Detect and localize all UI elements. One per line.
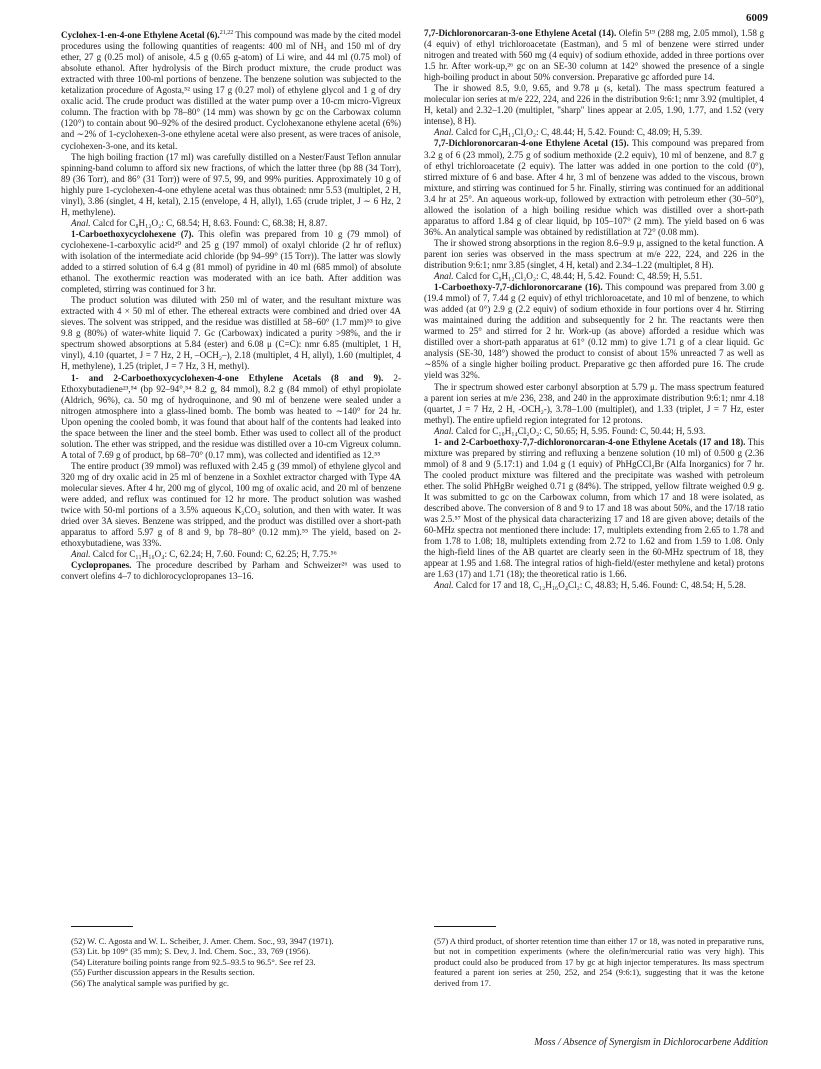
footnote: (57) A third product, of shorter retention time than either 17 or 18, was noted in preparative runs, but not in competition experiments (where the olefin/mercurial ratio was very high). This product could also be produced from 17 by gc at high injector temperatures. Its mass spectrum featured a parent ion series at 250, 252, and 254 (9:6:1), suggesting that it was the ketone derived from 17. <box>434 936 764 988</box>
footnote-rule <box>434 926 496 927</box>
paragraph <box>61 218 401 229</box>
paragraph <box>61 560 401 582</box>
paragraph <box>424 238 764 271</box>
paragraph <box>61 229 401 295</box>
paragraph <box>424 426 764 437</box>
paragraph-text: The product solution was diluted with 250 ml of water, and the resultant mixture was extracted with 4 × 50 ml of ether. The ethereal extracts were combined and dried over 4A sieves. The solvent was stripped, and the residue was distilled at 58–60° (1.7 mm)⁵³ to give 9.8 g (80%) of water-white liquid 7. Gc (Carbowax) indicated a purity >98%, and the ir spectrum showed absorptions at 5.84 (ester) and 6.08 μ (C=C): nmr 6.85 (multiplet, 1 H, vinyl), 4.10 (quartet, J = 7 Hz, 2 H, –OCH₂–), 2.18 (multiplet, 4 H, allyl), 1.60 (multiplet, 4 H, methylene), 1.25 (triplet, J = 7 Hz, 3 H, methyl). <box>61 295 401 372</box>
footnotes-right <box>424 936 764 988</box>
paragraph-text: This compound was prepared from 3.2 g of 6 (23 mmol), 2.75 g of sodium methoxide (2.2 equiv), 10 ml of benzene, and 8.7 g of ethyl trichloroacetate (2 equiv). The latter was added in one portion to the cold (0°), stirred mixture of 6 and base. After 4 hr, 3 ml of benzene was added to the viscous, brown mixture, and stirring was continued for 5 hr. Finally, stirring was continued for an additional 3.4 hr at 25°. An aqueous work-up, followed by extraction with petroleum ether (30–50°), allowed the isolation of a high boiling residue which was distilled over a short-path apparatus to afford 1.84 g of clear liquid, bp 105–107° (2 mm). The yield based on 6 was 36%. An analytical sample was obtained by redistillation at 72° (0.08 mm). <box>424 138 764 237</box>
paragraph <box>424 28 764 83</box>
paragraph-text: The ir spectrum showed ester carbonyl absorption at 5.79 μ. The mass spectrum featured a parent ion series at m/e 236, 238, and 240 in the approximate distribution 9:6:1; nmr 4.18 (quartet, J = 7 Hz, 2 H, -OCH₂-), 3.78–1.00 (multiplet), and 1.33 (triplet, J = 7 Hz, ester methyl). The entire upfield region integrated for 12 protons. <box>424 381 764 425</box>
footnote: (52) W. C. Agosta and W. L. Scheiber, J. Amer. Chem. Soc., 93, 3947 (1971). <box>71 936 334 946</box>
paragraph <box>424 437 764 581</box>
analysis-label: Anal. <box>434 271 454 282</box>
paragraph-text: Calcd for C₉H₁₂Cl₂O₂: C, 48.44; H, 5.42. Found: C, 48.59; H, 5.51. <box>453 271 703 282</box>
paragraph-text: This compound was prepared from 3.00 g (19.4 mmol) of 7, 7.44 g (2 equiv) of ethyl trichloroacetate, and 10 ml of benzene, to which was added (at 0°) 2.9 g (2.2 equiv) of sodium ethoxide in four portions over 4 hr. Stirring was maintained during the addition and subsequently for 2 hr. The reactants were then warmed to 25° and stirred for 2 hr. Work-up (as above) afforded a residue which was distilled over a short-path apparatus at 61° (0.12 mm) to give 1.71 g of a clear liquid. Gc analysis (SE-30, 148°) showed the product to consist of about 15% unreacted 7 as well as ∼85% of a single higher boiling product. Preparative gc then afforded pure 16. The crude yield was 32%. <box>424 282 764 381</box>
analysis-label: Anal. <box>434 580 454 591</box>
section-heading: 1-Carboethoxycyclohexene (7). <box>71 228 194 239</box>
paragraph <box>424 271 764 282</box>
paragraph-text: Calcd for C₁₁H₁₆O₄: C, 62.24; H, 7.60. Found: C, 62.25; H, 7.75.⁵⁶ <box>90 549 337 560</box>
section-heading: 7,7-Dichloronorcaran-4-one Ethylene Acetal (15). <box>434 138 629 149</box>
page-number: 6009 <box>746 12 768 24</box>
analysis-label: Anal. <box>71 549 91 560</box>
paragraph <box>61 152 401 218</box>
paragraph <box>424 282 764 381</box>
analysis-label: Anal. <box>434 127 454 138</box>
paragraph-text: Olefin 5¹⁹ (288 mg, 2.05 mmol), 1.58 g (4 equiv) of ethyl trichloroacetate (Eastman), and 5 ml of benzene were stirred under nitrogen and treated with 560 mg (4 equiv) of sodium ethoxide, added in three portions over 1.5 hr. After work-up,²⁶ gc on an SE-30 column at 142° showed the presence of a single high-boiling product in about 50% conversion. Preparative gc afforded pure 14. <box>424 28 765 83</box>
paragraph <box>424 138 764 237</box>
heading-citation: 21,22 <box>219 30 234 36</box>
left-column <box>61 28 401 582</box>
paragraph <box>61 461 401 549</box>
paragraph-text: This mixture was prepared by stirring and refluxing a benzene solution (10 ml) of 0.500 g (2.36 mmol) of 8 and 9 (5.17:1) and 1.04 g (1 equiv) of PhHgCCl₂Br (Alfa Inorganics) for 7 hr. The cooled product mixture was filtered and the precipitate was washed with petroleum ether. The solid PhHgBr weighed 0.71 g (84%). The stripped, yellow filtrate weighed 0.9 g. It was submitted to gc on the Carbowax column, from which 17 and 18 were isolated, as described above. The conversion of 8 and 9 to 17 and 18 was about 50%, and the 17/18 ratio was 2.5.⁵⁷ Most of the physical data characterizing 17 and 18 are given above; details of the 60-MHz spectra not mentioned there include: 17, multiplets extending from 2.65 to 1.78 and from 1.78 to 1.08; 18, multiplets extending from 2.72 to 1.62 and from 1.59 to 1.08. Only the high-field lines of the AB quartet are clearly seen in the 60-MHz spectrum of 18, they appear at 1.95 and 1.68. The integral ratios of high-field/(ester methylene and ketal) protons are 1.63 (17) and 1.71 (18); the theoretical ratio is 1.66. <box>424 436 764 580</box>
paragraph <box>61 28 401 152</box>
section-heading: Cyclopropanes. <box>71 560 132 571</box>
paragraph <box>424 580 764 591</box>
paragraph-text: This compound was made by the cited model procedures using the following quantities of reagents: 400 ml of NH₃ and 150 ml of dry ether, 27 g (0.25 mol) of anisole, 4.5 g (0.65 g-atom) of Li wire, and 44 ml (0.75 mol) of absolute ethanol. After hydrolysis of the Birch product mixture, the crude product was extracted with three 100-ml portions of benzene. The benzene solution was subjected to the ketalization procedure of Agosta,⁵² using 17 g (0.27 mol) of ethylene glycol and 1 g of dry oxalic acid. The crude product was distilled at the water pump over a 10-cm micro-Vigreux column. The fraction with bp 78–80° (14 mm) was shown by gc on the Carbowax column (120°) to contain about 90–92% of the desired product. Cyclohexanone ethylene acetal (6%) and ∼2% of 1-cyclohexen-3-one ethylene acetal were also present, as were traces of anisole, cyclohexen-3-one, and its ketal. <box>61 30 401 151</box>
analysis-label: Anal. <box>434 425 454 436</box>
paragraph-text: Calcd for C₁₀H₁₄Cl₂O₂: C, 50.65; H, 5.95. Found: C, 50.44; H, 5.93. <box>453 425 706 436</box>
paragraph <box>424 83 764 127</box>
section-heading: 7,7-Dichloronorcaran-3-one Ethylene Acetal (14). <box>424 28 617 38</box>
footnotes-left <box>61 936 401 988</box>
paragraph <box>61 295 401 372</box>
analysis-label: Anal. <box>71 217 91 228</box>
footnote: (56) The analytical sample was purified by gc. <box>71 977 229 988</box>
paragraph-text: The high boiling fraction (17 ml) was carefully distilled on a Nester/Faust Teflon annular spinning-band column to afford six new fractions, of which the latter three (bp 88 (34 Torr), 89 (36 Torr), and 86° (31 Torr)) were of 97.5, 99, and 99% purities. Approximately 10 g of highly pure 1-cyclohexen-4-one ethylene acetal was thus obtained: nmr 5.53 (multiplet, 2 H, vinyl), 3.86 (singlet, 4 H, ketal), 2.15 (envelope, 4 H, allyl), 1.65 (crude triplet, J ∼ 6 Hz, 2 H, methylene). <box>61 151 401 217</box>
section-heading: 1- and 2-Carboethoxycyclohexen-4-one Ethylene Acetals (8 and 9). <box>71 372 384 383</box>
paragraph-text: This olefin was prepared from 10 g (79 mmol) of cyclohexene-1-carboxylic acid²⁰ and 25 g (197 mmol) of oxalyl chloride (2 hr of reflux) with isolation of the intermediate acid chloride (bp 94–99° (15 Torr)). The latter was slowly added to a stirred solution of 6.4 g (81 mmol) of pyridine in 40 ml (685 mmol) of absolute ethanol. The exothermic reaction was moderated with an ice bath. After addition was completed, stirring was continued for 3 hr. <box>61 228 401 295</box>
paragraph-text: The ir showed strong absorptions in the region 8.6–9.9 μ, assigned to the ketal function. A parent ion series was observed in the mass spectrum at m/e 222, 224, and 226 in the distribution 9:6:1; nmr 3.85 (singlet, 4 H, ketal) and 2.34–1.22 (multiplet, 8 H). <box>424 237 764 270</box>
paragraph <box>61 373 401 461</box>
paragraph-text: The entire product (39 mmol) was refluxed with 2.45 g (39 mmol) of ethylene glycol and 320 mg of dry oxalic acid in 25 ml of benzene in a Soxhlet extractor charged with Type 4A molecular sieves. After 4 hr, 200 mg of glycol, 100 mg of oxalic acid, and 20 ml of benzene were added, and reflux was continued for 12 hr more. The product solution was washed twice with 50-ml portions of a 3.5% aqueous K₂CO₃ solution, and then with water. It was dried over 3A sieves. Benzene was stripped, and the product was distilled over a short-path apparatus to afford 5.97 g of 8 and 9, bp 78–80° (0.12 mm).⁵⁵ The yield, based on 2-ethoxybutadiene, was 33%. <box>61 460 401 549</box>
footnote: (53) Lit. bp 109° (35 mm); S. Dev, J. Ind. Chem. Soc., 33, 769 (1956). <box>71 946 311 957</box>
paragraph <box>424 382 764 426</box>
paragraph-text: Calcd for 17 and 18, C₁₂H₁₆O₄Cl₂: C, 48.83; H, 5.46. Found: C, 48.54; H, 5.28. <box>453 580 746 591</box>
paragraph-text: Calcd for C₉H₁₂Cl₂O₂: C, 48.44; H, 5.42. Found: C, 48.09; H, 5.39. <box>453 127 703 138</box>
section-heading: Cyclohex-1-en-4-one Ethylene Acetal (6). <box>61 30 220 41</box>
paragraph-text: Calcd for C₈H₁₂O₂: C, 68.54; H, 8.63. Found: C, 68.38; H, 8.87. <box>90 217 328 228</box>
paragraph-text: The procedure described by Parham and Schweizer²⁶ was used to convert olefins 4–7 to dichlorocyclopropanes 13–16. <box>61 560 401 582</box>
section-heading: 1- and 2-Carboethoxy-7,7-dichloronorcaran-4-one Ethylene Acetals (17 and 18). <box>434 436 746 447</box>
paragraph <box>424 127 764 138</box>
paragraph-text: The ir showed 8.5, 9.0, 9.65, and 9.78 μ (s, ketal). The mass spectrum featured a molecular ion series at m/e 222, 224, and 226 in the distribution 9:6:1; nmr 3.92 (multiplet, 4 H, ketal) and 2.32–1.20 (multiplet, "sharp" lines appear at 2.05, 1.90, 1.77, and 1.52 (very intense), 8 H). <box>424 83 764 127</box>
section-heading: 1-Carboethoxy-7,7-dichloronorcarane (16). <box>434 282 603 293</box>
paragraph <box>61 549 401 560</box>
paragraph-text: 2-Ethoxybutadiene²³,⁵⁴ (bp 92–94°,⁵⁴ 8.2 g, 84 mmol), 8.2 g (84 mmol) of ethyl propiolate (Aldrich, 96%), ca. 50 mg of hydroquinone, and 90 ml of benzene were sealed under a nitrogen atmosphere into a glass-lined bomb. The bomb was heated to ∼140° for 24 hr. Upon opening the cooled bomb, it was found that about half of the contents had leaked into the space between the liner and the steel bomb. Ether was used to collect all of the product solution. The ether was stripped, and the residue was distilled over a 10-cm Vigreux column. A total of 7.69 g of product, bp 68–70° (0.17 mm), was collected and identified as 12.⁵⁵ <box>61 372 401 460</box>
right-column <box>424 28 764 591</box>
footnote: (55) Further discussion appears in the Results section. <box>71 967 255 978</box>
footnote-rule <box>71 926 133 927</box>
running-head: Moss / Absence of Synergism in Dichlorocarbene Addition <box>534 1037 768 1048</box>
footnote: (54) Literature boiling points range from 92.5–93.5 to 96.5°. See ref 23. <box>71 956 316 967</box>
